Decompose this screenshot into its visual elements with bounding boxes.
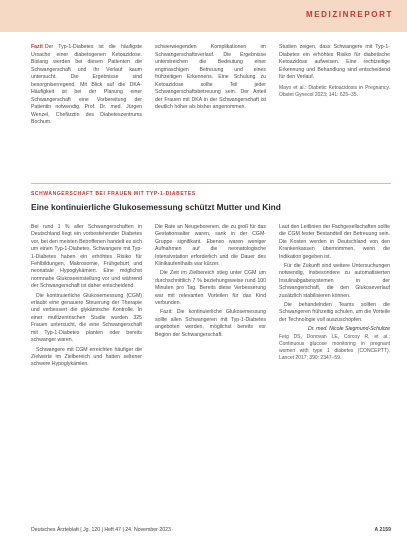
main-article xyxy=(31,224,391,524)
top-column-3 xyxy=(279,44,390,102)
page-number: A 2159 xyxy=(374,527,391,533)
article-column-2 xyxy=(155,224,266,341)
article-paragraph: Laut den Leitlinien der Fachgesellschaften sollte die CGM fester Bestandteil der Betreuung sein. Die Kosten werden in Deutschland von den Krankenkassen übernommen, wenn die Indikation gegeben ist. xyxy=(279,224,390,260)
article-paragraph: Fazit: Die kontinuierliche Glukosemessung sollte allen Schwangeren mit Typ-1-Diabetes angeboten werden, möglichst bereits vor Beginn der Schwangerschaft. xyxy=(155,309,266,338)
article-paragraph: Die behandelnden Teams sollten die Schwangeren frühzeitig schulen, um die Vorteile der Technologie voll auszuschöpfen. xyxy=(279,302,390,323)
section-label: MEDIZINREPORT xyxy=(305,10,393,19)
footer-journal-info: Deutsches Ärzteblatt | Jg. 120 | Heft 47 | 24. November 2023 xyxy=(31,527,171,533)
article-reference: Feig DS, Donovan LE, Corcoy R, et al.: Continuous glucose monitoring in pregnant women with type 1 diabetes (CONCEPTT). Lancet 2017; 390: 2347–59. xyxy=(279,333,390,361)
article-column-1 xyxy=(31,224,142,371)
top-column-1-text: Der Typ-1-Diabetes ist die häufigste Ursache einer diabetogenen Ketoazidose. Bislang werden bei diesen Patienten die Schwangerschaft und ihr Verlauf kaum untersucht. Die Ergebnisse sind besorgniserregend. Mit Blick auf die DKA-Häufigkeit ist bei der Planung einer Schwangerschaft eine Vorbereitung der Patientin notwendig. Prof. Dr. med. Jürgen Wenzel, Chefärztin des Diabeteszentrums Bochum. xyxy=(31,44,142,125)
top-reference: Mayo et al.: Diabetic Ketoacidosis in Pregnancy. Obstet Gynecol 2023; 141: 625–35. xyxy=(279,84,390,98)
top-column-1 xyxy=(31,44,142,130)
article-paragraph: Die Rate an Neugeborenen, die zu groß für das Gestationsalter waren, sank in der CGM-Gruppe signifikant. Ebenso waren weniger Aufnahmen auf die neonatologische Intensivstation erforderlich und die Dauer des Klinikaufenthalts war kürzer. xyxy=(155,224,266,268)
fazit-label: Fazit xyxy=(31,44,43,50)
article-paragraph: Für die Zukunft sind weitere Untersuchungen notwendig, insbesondere zu automatisierten Insulinabgabesystemen in der Schwangerschaft, die den Glukoseverlauf zusätzlich stabilisieren können. xyxy=(279,263,390,299)
top-column-2-text: schwerwiegenden Komplikationen im Schwangerschaftsverlauf. Die Ergebnisse unterstreichen die Bedeutung einer engmaschigen Betreuung und eines frühzeitigen Erkennens. Eine Schulung zu Ketoazidose sollte Teil jeder Schwangerschaftsbetreuung sein. Der Anteil der Frauen mit DKA in der Schwangerschaft ist deutlich höher als bisher angenommen. xyxy=(155,44,266,110)
article-paragraph: Bei rund 1 % aller Schwangerschaften in Deutschland liegt ein vorbestehender Diabetes vor, bei den meisten Betroffenen handelt es sich um einen Typ-1-Diabetes. Schwangere mit Typ-1-Diabetes haben ein erhöhtes Risiko für Fehlbildungen, Makrosomie, Frühgeburt und neonatale Hypoglykämien. Eine möglichst normnahe Glukoseeinstellung vor und während der Schwangerschaft ist daher entscheidend. xyxy=(31,224,142,290)
section-headline: Eine kontinuierliche Glukosemessung schützt Mutter und Kind xyxy=(31,202,281,212)
article-paragraph: Schwangere mit CGM erreichten häufiger die Zielwerte im Zielbereich und hatten seltener schwere Hypoglykämien. xyxy=(31,346,142,368)
header-bar xyxy=(0,0,407,32)
top-column-2 xyxy=(155,44,266,115)
article-column-3 xyxy=(279,224,390,364)
article-paragraph: Die Zeit im Zielbereich stieg unter CGM um durchschnittlich 7 % beziehungsweise rund 100 Minuten pro Tag. Bereits diese Verbesserung war mit relevanten Vorteilen für das Kind verbunden. xyxy=(155,270,266,307)
section-divider xyxy=(31,183,391,184)
page-footer xyxy=(31,527,391,533)
article-paragraph: Die kontinuierliche Glukosemessung (CGM) erlaubt eine genauere Steuerung der Therapie und verbessert die glykämische Kontrolle. In einer multizentrischen Studie wurden 325 Frauen untersucht, die eine Schwangerschaft mit Typ-1-Diabetes planten oder bereits schwanger waren. xyxy=(31,292,142,344)
top-article-continuation xyxy=(31,44,391,168)
section-kicker: SCHWANGERSCHAFT BEI FRAUEN MIT TYP-1-DIABETES xyxy=(31,191,196,197)
top-column-3-text: Studien zeigen, dass Schwangere mit Typ-1-Diabetes ein erhöhtes Risiko für diabetische Ketoazidose aufweisen. Eine rechtzeitige Erkennung und Behandlung sind entscheidend für den Verlauf. xyxy=(279,44,390,80)
author-name: Dr. med. Nicole Siegmund-Schultze xyxy=(308,326,390,333)
